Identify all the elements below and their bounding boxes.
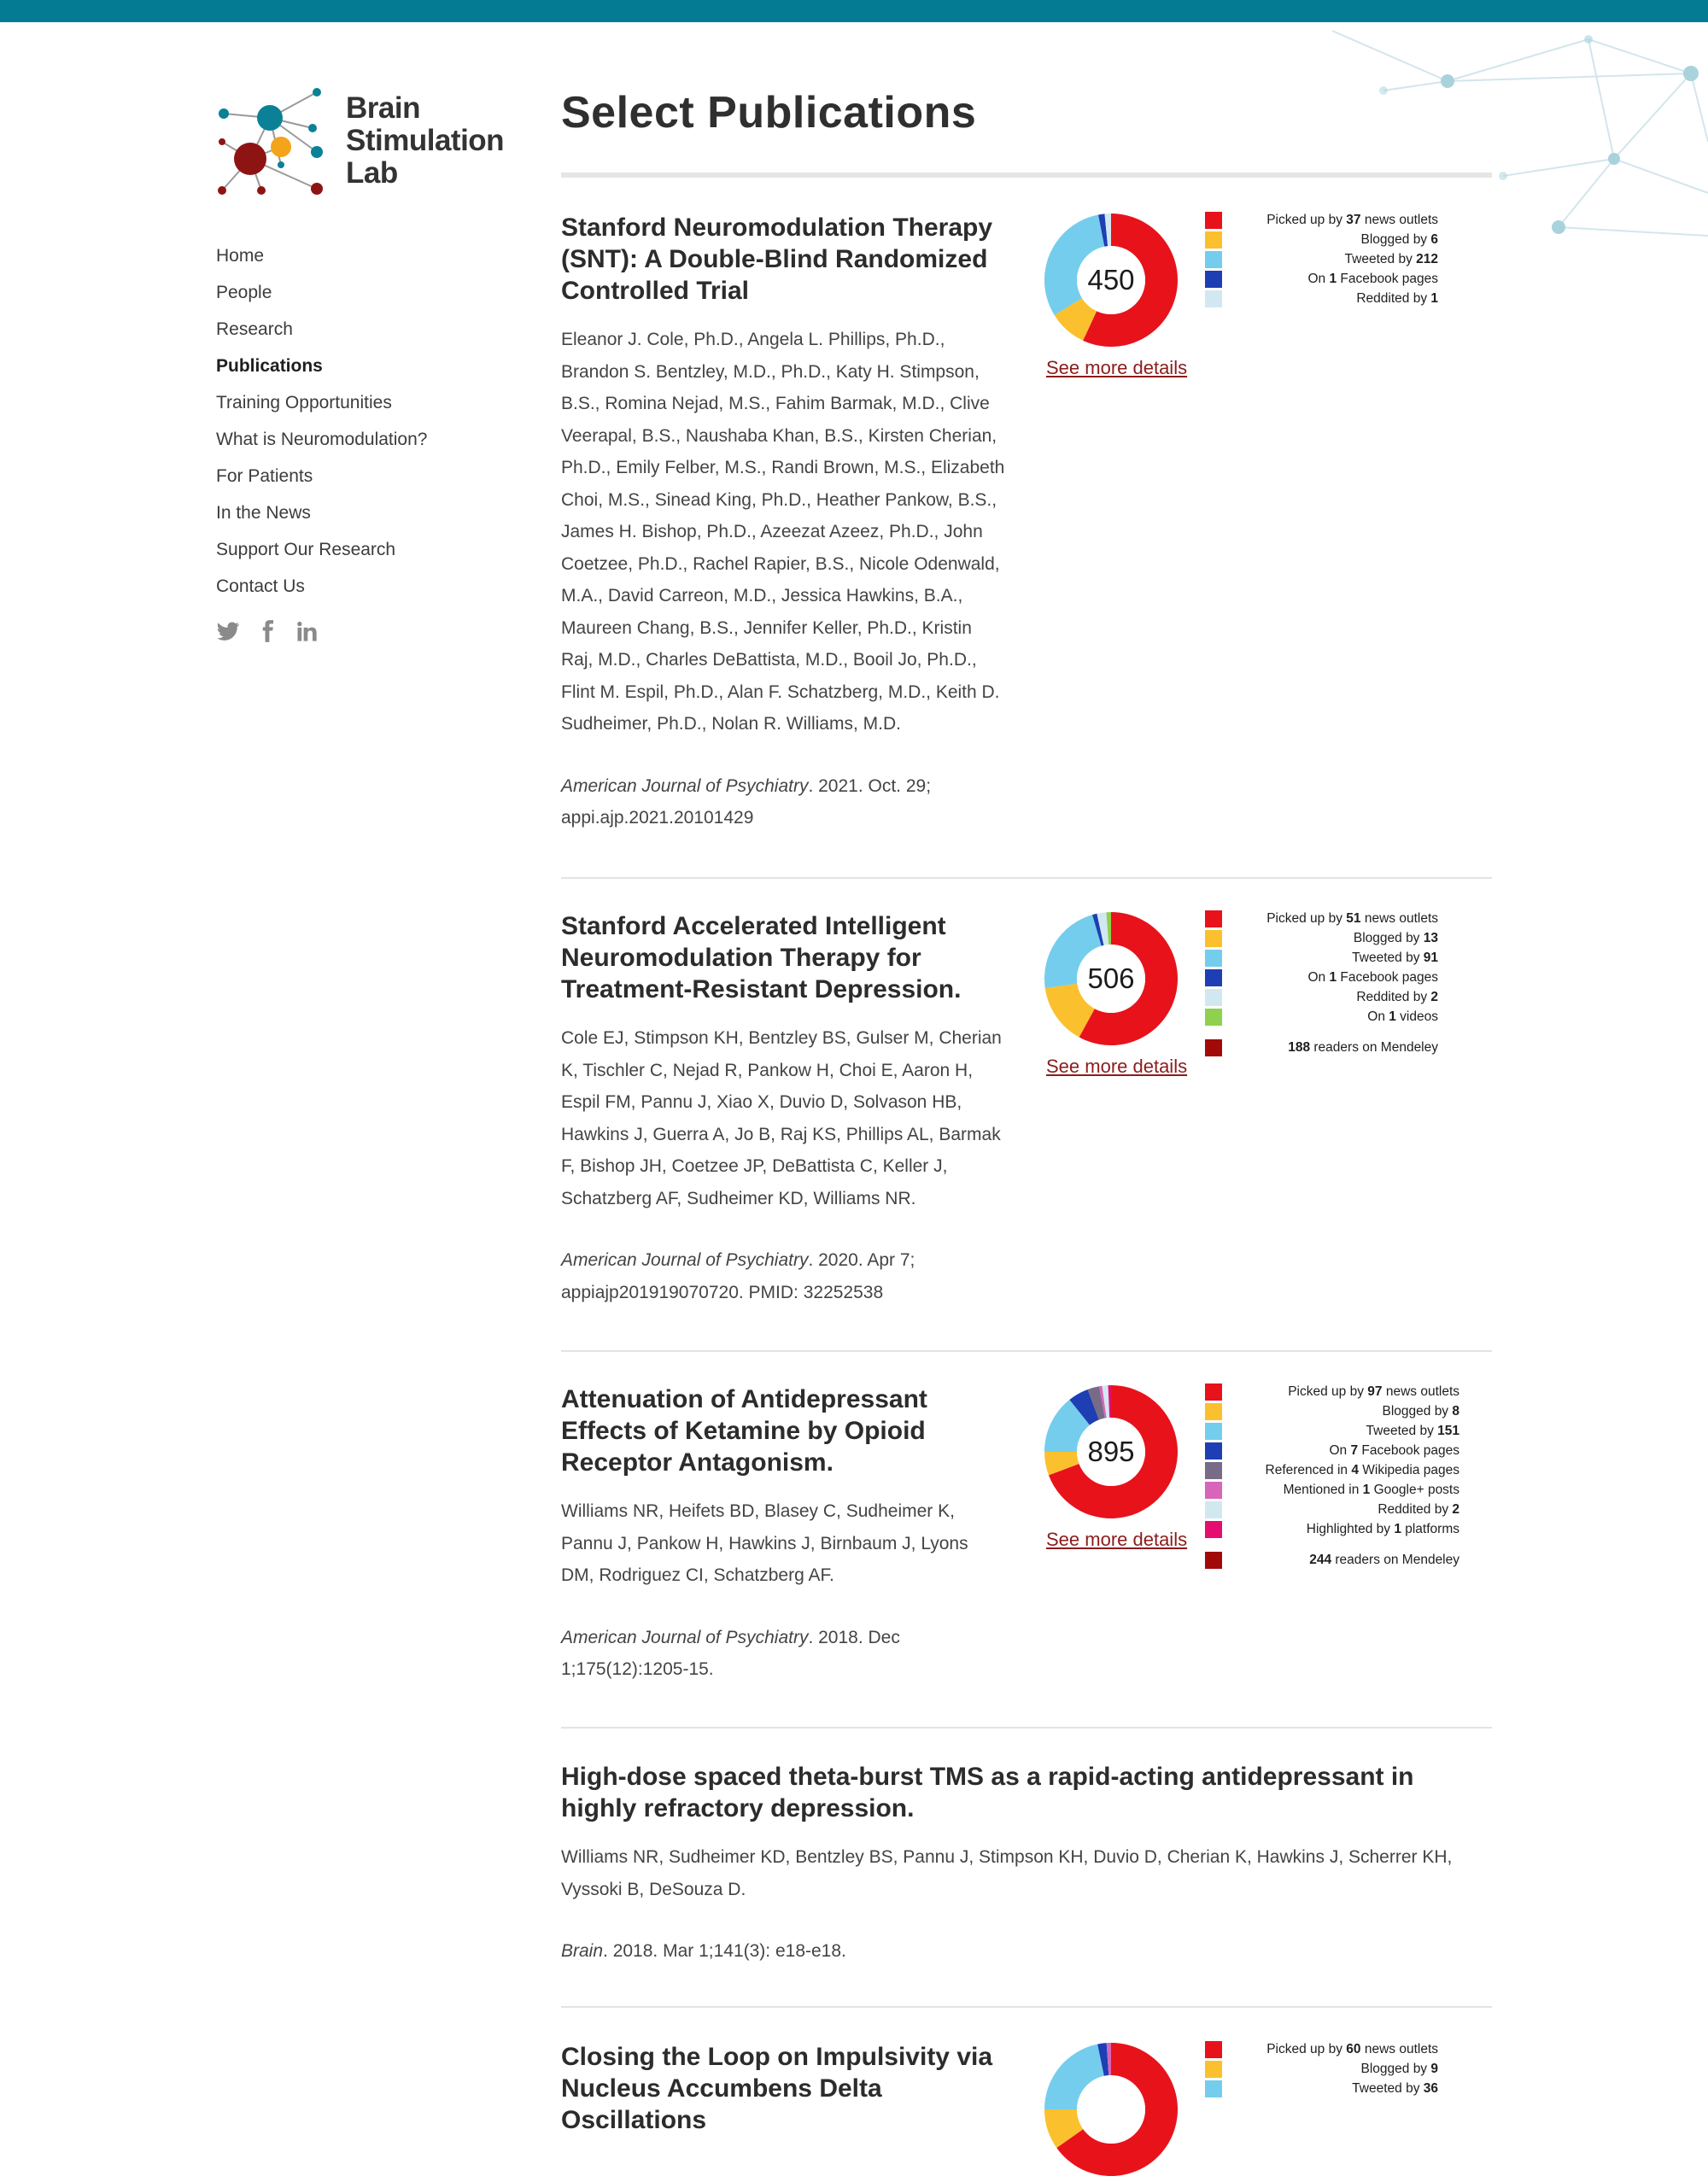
citation-details: . 2020. Apr 7; appiajp201919070720. PMID: 32252538 bbox=[561, 1250, 915, 1302]
legend-swatch bbox=[1205, 251, 1222, 268]
legend-swatch bbox=[1205, 1501, 1222, 1518]
top-accent-bar bbox=[0, 0, 1708, 22]
legend-count: 1 bbox=[1394, 1522, 1401, 1536]
publication-title[interactable]: Closing the Loop on Impulsivity via Nucleus Accumbens Delta Oscillations bbox=[561, 2043, 993, 2134]
legend-row bbox=[1352, 2080, 1438, 2097]
publication-citation bbox=[561, 1622, 1005, 1686]
lab-name bbox=[346, 92, 504, 190]
legend-row bbox=[1288, 1383, 1459, 1401]
legend-label: Wikipedia pages bbox=[1358, 1463, 1459, 1477]
legend-swatch bbox=[1205, 1521, 1222, 1538]
altmetric-donut[interactable] bbox=[1043, 2041, 1179, 2178]
legend-count: 60 bbox=[1346, 2042, 1361, 2056]
see-more-details-link[interactable]: See more details bbox=[1046, 1056, 1188, 1077]
legend-swatch bbox=[1205, 290, 1222, 307]
legend-label: videos bbox=[1395, 1009, 1438, 1024]
page-title: Select Publications bbox=[561, 88, 977, 137]
legend-swatch bbox=[1205, 2080, 1222, 2097]
journal-name: American Journal of Psychiatry bbox=[561, 1250, 809, 1270]
legend-label: Reddited by bbox=[1356, 990, 1431, 1004]
legend-label: Tweeted by bbox=[1352, 2081, 1424, 2096]
altmetric-donut[interactable] bbox=[1043, 212, 1179, 348]
legend-count: 13 bbox=[1423, 931, 1438, 945]
lab-logo[interactable] bbox=[214, 84, 504, 203]
legend-label: On bbox=[1367, 1009, 1389, 1024]
legend-swatch bbox=[1205, 2041, 1222, 2058]
publication-item bbox=[561, 1761, 1492, 1968]
legend-label: Blogged by bbox=[1360, 2062, 1431, 2076]
legend-swatch bbox=[1205, 950, 1222, 967]
legend-label: On bbox=[1329, 1443, 1351, 1458]
legend-row bbox=[1366, 1423, 1459, 1440]
legend-swatch bbox=[1205, 212, 1222, 229]
legend-label: Tweeted by bbox=[1344, 252, 1417, 266]
legend-label: Tweeted by bbox=[1352, 951, 1424, 965]
legend-count: 51 bbox=[1346, 911, 1361, 926]
publication-title[interactable]: Stanford Neuromodulation Therapy (SNT): A Double-Blind Randomized Controlled Trial bbox=[561, 214, 993, 305]
legend-swatch bbox=[1205, 1039, 1222, 1056]
publication-divider bbox=[561, 1350, 1492, 1352]
nav-item-news[interactable]: In the News bbox=[216, 503, 311, 523]
nav-item-research[interactable]: Research bbox=[216, 319, 293, 339]
legend-row bbox=[1307, 969, 1438, 986]
facebook-icon[interactable] bbox=[255, 618, 279, 644]
legend-count: 212 bbox=[1416, 252, 1438, 266]
legend-count: 97 bbox=[1367, 1384, 1383, 1399]
legend-count: 1 bbox=[1389, 1009, 1396, 1024]
legend-row bbox=[1329, 1442, 1459, 1460]
see-more-details-link[interactable]: See more details bbox=[1046, 357, 1188, 378]
legend-row bbox=[1361, 2061, 1439, 2078]
altmetric-score: 895 bbox=[1087, 1436, 1135, 1467]
legend-label: news outlets bbox=[1360, 911, 1438, 926]
publication-item bbox=[561, 1383, 1492, 1686]
nav-item-contact[interactable]: Contact Us bbox=[216, 576, 305, 596]
legend-label: Facebook pages bbox=[1358, 1443, 1459, 1458]
citation-details: . 2018. Dec 1;175(12):1205-15. bbox=[561, 1627, 900, 1679]
legend-row bbox=[1266, 212, 1438, 229]
nav-item-patients[interactable]: For Patients bbox=[216, 466, 313, 486]
legend-count: 4 bbox=[1351, 1463, 1359, 1477]
publication-authors: Cole EJ, Stimpson KH, Bentzley BS, Gulser M, Cherian K, Tischler C, Nejad R, Pankow H, Choi E, Aaron H, Espil FM, Pannu J, Xiao X, Duvio D, Solvason HB, Hawkins J, Guerra A, Jo B, Raj KS, Phillips AL, Barmak F, Bishop JH, Coetzee JP, DeBattista C, Keller J, Schatzberg AF, Sudheimer KD, Williams NR. bbox=[561, 1028, 1002, 1208]
twitter-icon[interactable] bbox=[216, 618, 240, 644]
legend-label: Picked up by bbox=[1266, 2042, 1347, 2056]
nav-item-home[interactable]: Home bbox=[216, 246, 265, 266]
legend-label: On bbox=[1307, 272, 1330, 286]
legend-label: Picked up by bbox=[1266, 911, 1347, 926]
legend-count: 6 bbox=[1430, 232, 1438, 247]
legend-row bbox=[1284, 1482, 1459, 1499]
legend-label: readers on Mendeley bbox=[1310, 1040, 1438, 1055]
legend-row bbox=[1383, 1403, 1460, 1420]
legend-count: 1 bbox=[1329, 272, 1337, 286]
legend-row bbox=[1356, 989, 1438, 1006]
legend-row bbox=[1361, 231, 1439, 249]
legend-swatch bbox=[1205, 1482, 1222, 1499]
legend-label: Reddited by bbox=[1378, 1502, 1453, 1517]
legend-row bbox=[1352, 950, 1438, 967]
legend-count: 9 bbox=[1430, 2062, 1438, 2076]
legend-swatch bbox=[1205, 1442, 1222, 1460]
legend-row bbox=[1307, 271, 1438, 288]
nav-item-support[interactable]: Support Our Research bbox=[216, 540, 396, 559]
nav-item-training[interactable]: Training Opportunities bbox=[216, 393, 392, 412]
legend-count: 2 bbox=[1430, 990, 1438, 1004]
publication-divider bbox=[561, 1727, 1492, 1729]
altmetric-score: 506 bbox=[1087, 962, 1135, 994]
publication-title[interactable]: High-dose spaced theta-burst TMS as a rapid-acting antidepressant in highly refractory depression. bbox=[561, 1763, 1414, 1822]
legend-swatch bbox=[1205, 1552, 1222, 1569]
legend-swatch bbox=[1205, 1423, 1222, 1440]
legend-label: Blogged by bbox=[1353, 931, 1424, 945]
legend-row bbox=[1367, 1009, 1438, 1026]
publication-authors: Eleanor J. Cole, Ph.D., Angela L. Phillips, Ph.D., Brandon S. Bentzley, M.D., Ph.D., Katy H. Stimpson, B.S., Romina Nejad, M.S., Fahim Barmak, M.D., Clive Veerapal, B.S., Naushaba Khan, B.S., Kirsten Cherian, Ph.D., Emily Felber, M.S., Randi Brown, M.S., Elizabeth Choi, M.S., Sinead King, Ph.D., Heather Pankow, B.S., James H. Bishop, Ph.D., Azeezat Azeez, Ph.D., John Coetzee, Ph.D., Rachel Rapier, B.S., Nicole Odenwald, M.A., David Carreon, M.D., Jessica Hawkins, B.A., Maureen Chang, B.S., Jennifer Keller, Ph.D., Kristin Raj, M.D., Charles DeBattista, M.D., Booil Jo, Ph.D., Flint M. Espil, Ph.D., Alan F. Schatzberg, M.D., Keith D. Sudheimer, Ph.D., Nolan R. Williams, M.D. bbox=[561, 330, 1005, 734]
legend-row bbox=[1354, 930, 1438, 947]
legend-count: 36 bbox=[1423, 2081, 1438, 2096]
sidebar-nav bbox=[216, 237, 427, 605]
publication-citation bbox=[561, 1244, 1005, 1308]
publication-item bbox=[561, 212, 1492, 834]
legend-swatch bbox=[1205, 1009, 1222, 1026]
journal-name: American Journal of Psychiatry bbox=[561, 775, 809, 796]
legend-label: platforms bbox=[1401, 1522, 1459, 1536]
legend-row bbox=[1266, 910, 1438, 927]
legend-swatch bbox=[1205, 1403, 1222, 1420]
see-more-details-link[interactable]: See more details bbox=[1046, 1529, 1188, 1550]
legend-swatch bbox=[1205, 271, 1222, 288]
legend-label: Picked up by bbox=[1288, 1384, 1368, 1399]
legend-swatch bbox=[1205, 1462, 1222, 1479]
lab-name-line1: Brain bbox=[346, 91, 420, 125]
legend-row bbox=[1378, 1501, 1459, 1518]
publication-title[interactable]: Attenuation of Antidepressant Effects of Ketamine by Opioid Receptor Antagonism. bbox=[561, 1385, 927, 1477]
legend-swatch bbox=[1205, 2061, 1222, 2078]
nav-item-publications[interactable]: Publications bbox=[216, 356, 323, 376]
legend-count: 91 bbox=[1423, 951, 1438, 965]
publication-citation bbox=[561, 770, 1005, 834]
legend-row bbox=[1288, 1039, 1438, 1056]
social-links bbox=[216, 618, 319, 644]
legend-label: Blogged by bbox=[1382, 1404, 1453, 1419]
legend-swatch bbox=[1205, 930, 1222, 947]
publication-citation bbox=[561, 1935, 1466, 1968]
altmetric-score: 450 bbox=[1087, 264, 1135, 295]
citation-details: . 2021. Oct. 29; appi.ajp.2021.20101429 bbox=[561, 775, 932, 828]
legend-label: Picked up by bbox=[1266, 213, 1347, 227]
title-divider bbox=[561, 173, 1492, 178]
nav-item-people[interactable]: People bbox=[216, 283, 272, 302]
journal-name: Brain bbox=[561, 1941, 604, 1961]
publication-authors: Williams NR, Sudheimer KD, Bentzley BS, Pannu J, Stimpson KH, Duvio D, Cherian K, Hawkins J, Scherrer KH, Vyssoki B, DeSouza D. bbox=[561, 1847, 1453, 1899]
legend-label: Google+ posts bbox=[1370, 1483, 1459, 1497]
legend-row bbox=[1266, 1462, 1459, 1479]
legend-swatch bbox=[1205, 989, 1222, 1006]
journal-name: American Journal of Psychiatry bbox=[561, 1627, 809, 1647]
legend-row bbox=[1309, 1552, 1459, 1569]
legend-row bbox=[1307, 1521, 1459, 1538]
publication-divider bbox=[561, 2006, 1492, 2008]
legend-swatch bbox=[1205, 1383, 1222, 1401]
legend-count: 1 bbox=[1362, 1483, 1371, 1497]
publication-item bbox=[561, 2041, 1492, 2136]
linkedin-icon[interactable] bbox=[295, 618, 319, 644]
publication-authors: Williams NR, Heifets BD, Blasey C, Sudheimer K, Pannu J, Pankow H, Hawkins J, Birnbaum J, Lyons DM, Rodriguez CI, Schatzberg AF. bbox=[561, 1501, 968, 1585]
legend-label: news outlets bbox=[1382, 1384, 1459, 1399]
publication-divider bbox=[561, 877, 1492, 879]
legend-label: news outlets bbox=[1360, 2042, 1438, 2056]
legend-label: Facebook pages bbox=[1337, 970, 1438, 985]
legend-label: Highlighted by bbox=[1306, 1522, 1395, 1536]
legend-count: 1 bbox=[1430, 291, 1438, 306]
altmetric-donut[interactable] bbox=[1043, 1383, 1179, 1520]
legend-count: 1 bbox=[1329, 970, 1337, 985]
citation-details: . 2018. Mar 1;141(3): e18-e18. bbox=[603, 1941, 846, 1961]
network-logo-icon bbox=[214, 84, 342, 203]
lab-name-line2: Stimulation bbox=[346, 124, 505, 157]
legend-swatch bbox=[1205, 910, 1222, 927]
legend-row bbox=[1345, 251, 1438, 268]
legend-swatch bbox=[1205, 969, 1222, 986]
legend-count: 244 bbox=[1309, 1553, 1332, 1567]
altmetric-score bbox=[1043, 2041, 1179, 2178]
legend-label: Facebook pages bbox=[1337, 272, 1438, 286]
publication-item bbox=[561, 910, 1492, 1308]
legend-count: 37 bbox=[1346, 213, 1361, 227]
legend-label: Referenced in bbox=[1265, 1463, 1352, 1477]
lab-name-line3: Lab bbox=[346, 156, 398, 190]
legend-swatch bbox=[1205, 231, 1222, 249]
legend-label: Blogged by bbox=[1360, 232, 1431, 247]
legend-label: readers on Mendeley bbox=[1331, 1553, 1459, 1567]
nav-item-neuromodulation[interactable]: What is Neuromodulation? bbox=[216, 430, 428, 449]
altmetric-donut[interactable] bbox=[1043, 910, 1179, 1047]
legend-row bbox=[1266, 2041, 1438, 2058]
legend-label: Reddited by bbox=[1356, 291, 1431, 306]
legend-count: 151 bbox=[1437, 1424, 1459, 1438]
publication-title[interactable]: Stanford Accelerated Intelligent Neuromodulation Therapy for Treatment-Resistant Depression. bbox=[561, 912, 962, 1003]
legend-row bbox=[1356, 290, 1438, 307]
legend-label: news outlets bbox=[1360, 213, 1438, 227]
legend-label: Mentioned in bbox=[1283, 1483, 1363, 1497]
legend-label: On bbox=[1307, 970, 1330, 985]
legend-count: 2 bbox=[1452, 1502, 1459, 1517]
legend-count: 7 bbox=[1350, 1443, 1359, 1458]
legend-label: Tweeted by bbox=[1366, 1424, 1438, 1438]
legend-count: 188 bbox=[1288, 1040, 1311, 1055]
legend-count: 8 bbox=[1452, 1404, 1459, 1419]
